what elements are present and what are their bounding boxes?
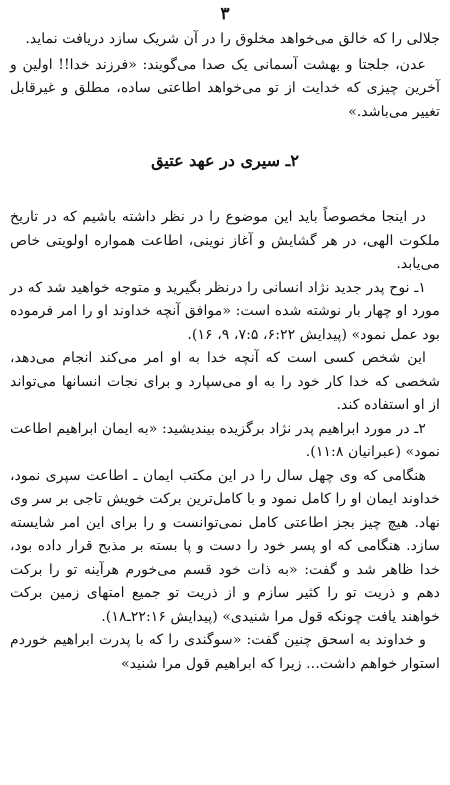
- section-heading: ۲ـ سیری در عهد عتیق: [151, 151, 299, 170]
- page-number: ۳: [220, 4, 230, 24]
- paragraph-8: و خداوند به اسحق چنین گفت: «سوگندی را که با پدرت ابراهیم خوردم استوار خواهم داشت... زیرا که ابراهیم قول مرا شنید»: [10, 632, 440, 672]
- paragraph-4: ۱ـ نوح پدر جدید نژاد انسانی را درنظر بگیرید و متوجه خواهید شد که در مورد او چهار بار نوشته شده است: «موافق آنچه خداوند او را امر فرموده بود عمل نمود» (پیدایش ۶:۲۲، ۷:۵، ۹، ۱۶).: [10, 279, 440, 343]
- paragraph-1: جلالی را که خالق می‌خواهد مخلوق را در آن شریک سازد دریافت نماید.: [25, 31, 440, 47]
- paragraph-6: ۲ـ در مورد ابراهیم پدر نژاد برگزیده بیندیشید: «به ایمان ابراهیم اطاعت نمود» (عبرانیان ۱۱:۸).: [10, 420, 440, 460]
- body-text: [10, 28, 440, 676]
- paragraph-5: این شخص کسی است که آنچه خدا به او امر می‌کند انجام می‌دهد، شخصی که خدا کار خود را به او می‌سپارد و برای نجات انسانها می‌تواند از او استفاده کند.: [10, 350, 440, 413]
- paragraph-2: عدن، جلجتا و بهشت آسمانی یک صدا می‌گویند: «فرزند خدا!! اولین و آخرین چیزی که خدایت از تو می‌خواهد اطاعتی ساده، مطلق و غیرقابل تغییر می‌باشد.»: [10, 56, 440, 120]
- paragraph-3: در اینجا مخصوصاً باید این موضوع را در نظر داشته باشیم که در تاریخ ملکوت الهی، در هر گشایش و آغاز نوینی، اطاعت همواره اولویتی خاص می‌یابد.: [10, 209, 440, 272]
- paragraph-7: هنگامی که وی چهل سال را در این مکتب ایمان ـ اطاعت سپری نمود، خداوند ایمان او را کامل نمود و با کامل‌ترین برکت خویش تاجی بر سر وی نهاد. هیچ چیز بجز اطاعتی کامل نمی‌توانست و را برای این امر شایسته سازد. هنگامی که او پسر خود را دست و پا بسته بر مذبح قرار داده بود، خدا ظاهر شد و گفت: «به ذات خود قسم می‌خورم هرآینه تو را برکت دهم و ذریت تو را کثیر سازم و از ذریت تو جمیع امتهای زمین برکت خواهند یافت چونکه قول مرا شنیدی» (پیدایش ۲۲:۱۶ـ۱۸).: [10, 467, 440, 625]
